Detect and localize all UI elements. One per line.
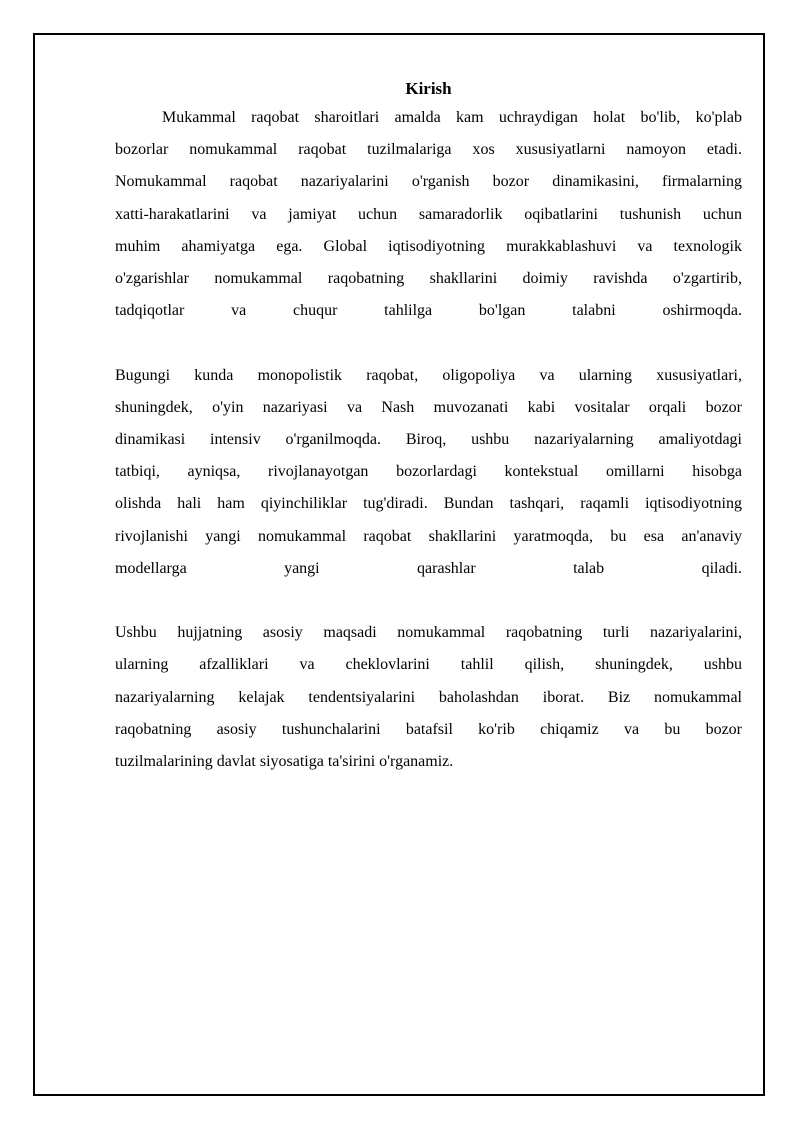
paragraph-gap	[115, 327, 742, 359]
text-line: raqobatning asosiy tushunchalarini batafsil ko'rib chiqamiz va bu bozor	[115, 720, 742, 738]
text-line: Bugungi kunda monopolistik raqobat, oligopoliya va ularning xususiyatlari,	[115, 366, 742, 384]
text-line: olishda hali ham qiyinchiliklar tug'diradi. Bundan tashqari, raqamli iqtisodiyotning	[115, 495, 742, 513]
text-line: muhim ahamiyatga ega. Global iqtisodiyotning murakkablashuvi va texnologik	[115, 237, 742, 255]
text-line: bozorlar nomukammal raqobat tuzilmalariga xos xususiyatlarni namoyon etadi.	[115, 141, 742, 159]
text-line: Mukammal raqobat sharoitlari amalda kam uchraydigan holat bo'lib, ko'plab	[162, 109, 742, 126]
paragraph-gap	[115, 585, 742, 617]
document-body	[115, 76, 742, 778]
text-line: dinamikasi intensiv o'rganilmoqda. Biroq, ushbu nazariyalarning amaliyotdagi	[115, 431, 742, 449]
text-line: modellarga yangi qarashlar talab qiladi.	[115, 559, 742, 577]
text-line: rivojlanishi yangi nomukammal raqobat shakllarini yaratmoqda, bu esa an'anaviy	[115, 527, 742, 545]
text-line: o'zgarishlar nomukammal raqobatning shakllarini doimiy ravishda o'zgartirib,	[115, 270, 742, 288]
text-line: Nomukammal raqobat nazariyalarini o'rganish bozor dinamikasini, firmalarning	[115, 173, 742, 191]
text-line: ularning afzalliklari va cheklovlarini tahlil qilish, shuningdek, ushbu	[115, 656, 742, 674]
text-line: nazariyalarning kelajak tendentsiyalarini baholashdan iborat. Biz nomukammal	[115, 688, 742, 706]
paragraph-3	[115, 617, 742, 778]
text-line: tuzilmalarining davlat siyosatiga ta'sirini o'rganamiz.	[115, 753, 454, 771]
paragraph-1	[115, 102, 742, 327]
text-line: Ushbu hujjatning asosiy maqsadi nomukammal raqobatning turli nazariyalarini,	[115, 624, 742, 642]
text-line: tatbiqi, ayniqsa, rivojlanayotgan bozorlardagi kontekstual omillarni hisobga	[115, 463, 742, 481]
text-line: tadqiqotlar va chuqur tahlilga bo'lgan talabni oshirmoqda.	[115, 302, 742, 320]
document-title: Kirish	[405, 79, 452, 98]
text-line: shuningdek, o'yin nazariyasi va Nash muvozanati kabi vositalar orqali bozor	[115, 398, 742, 416]
text-line: xatti-harakatlarini va jamiyat uchun samaradorlik oqibatlarini tushunish uchun	[115, 205, 742, 223]
paragraph-2	[115, 360, 742, 585]
